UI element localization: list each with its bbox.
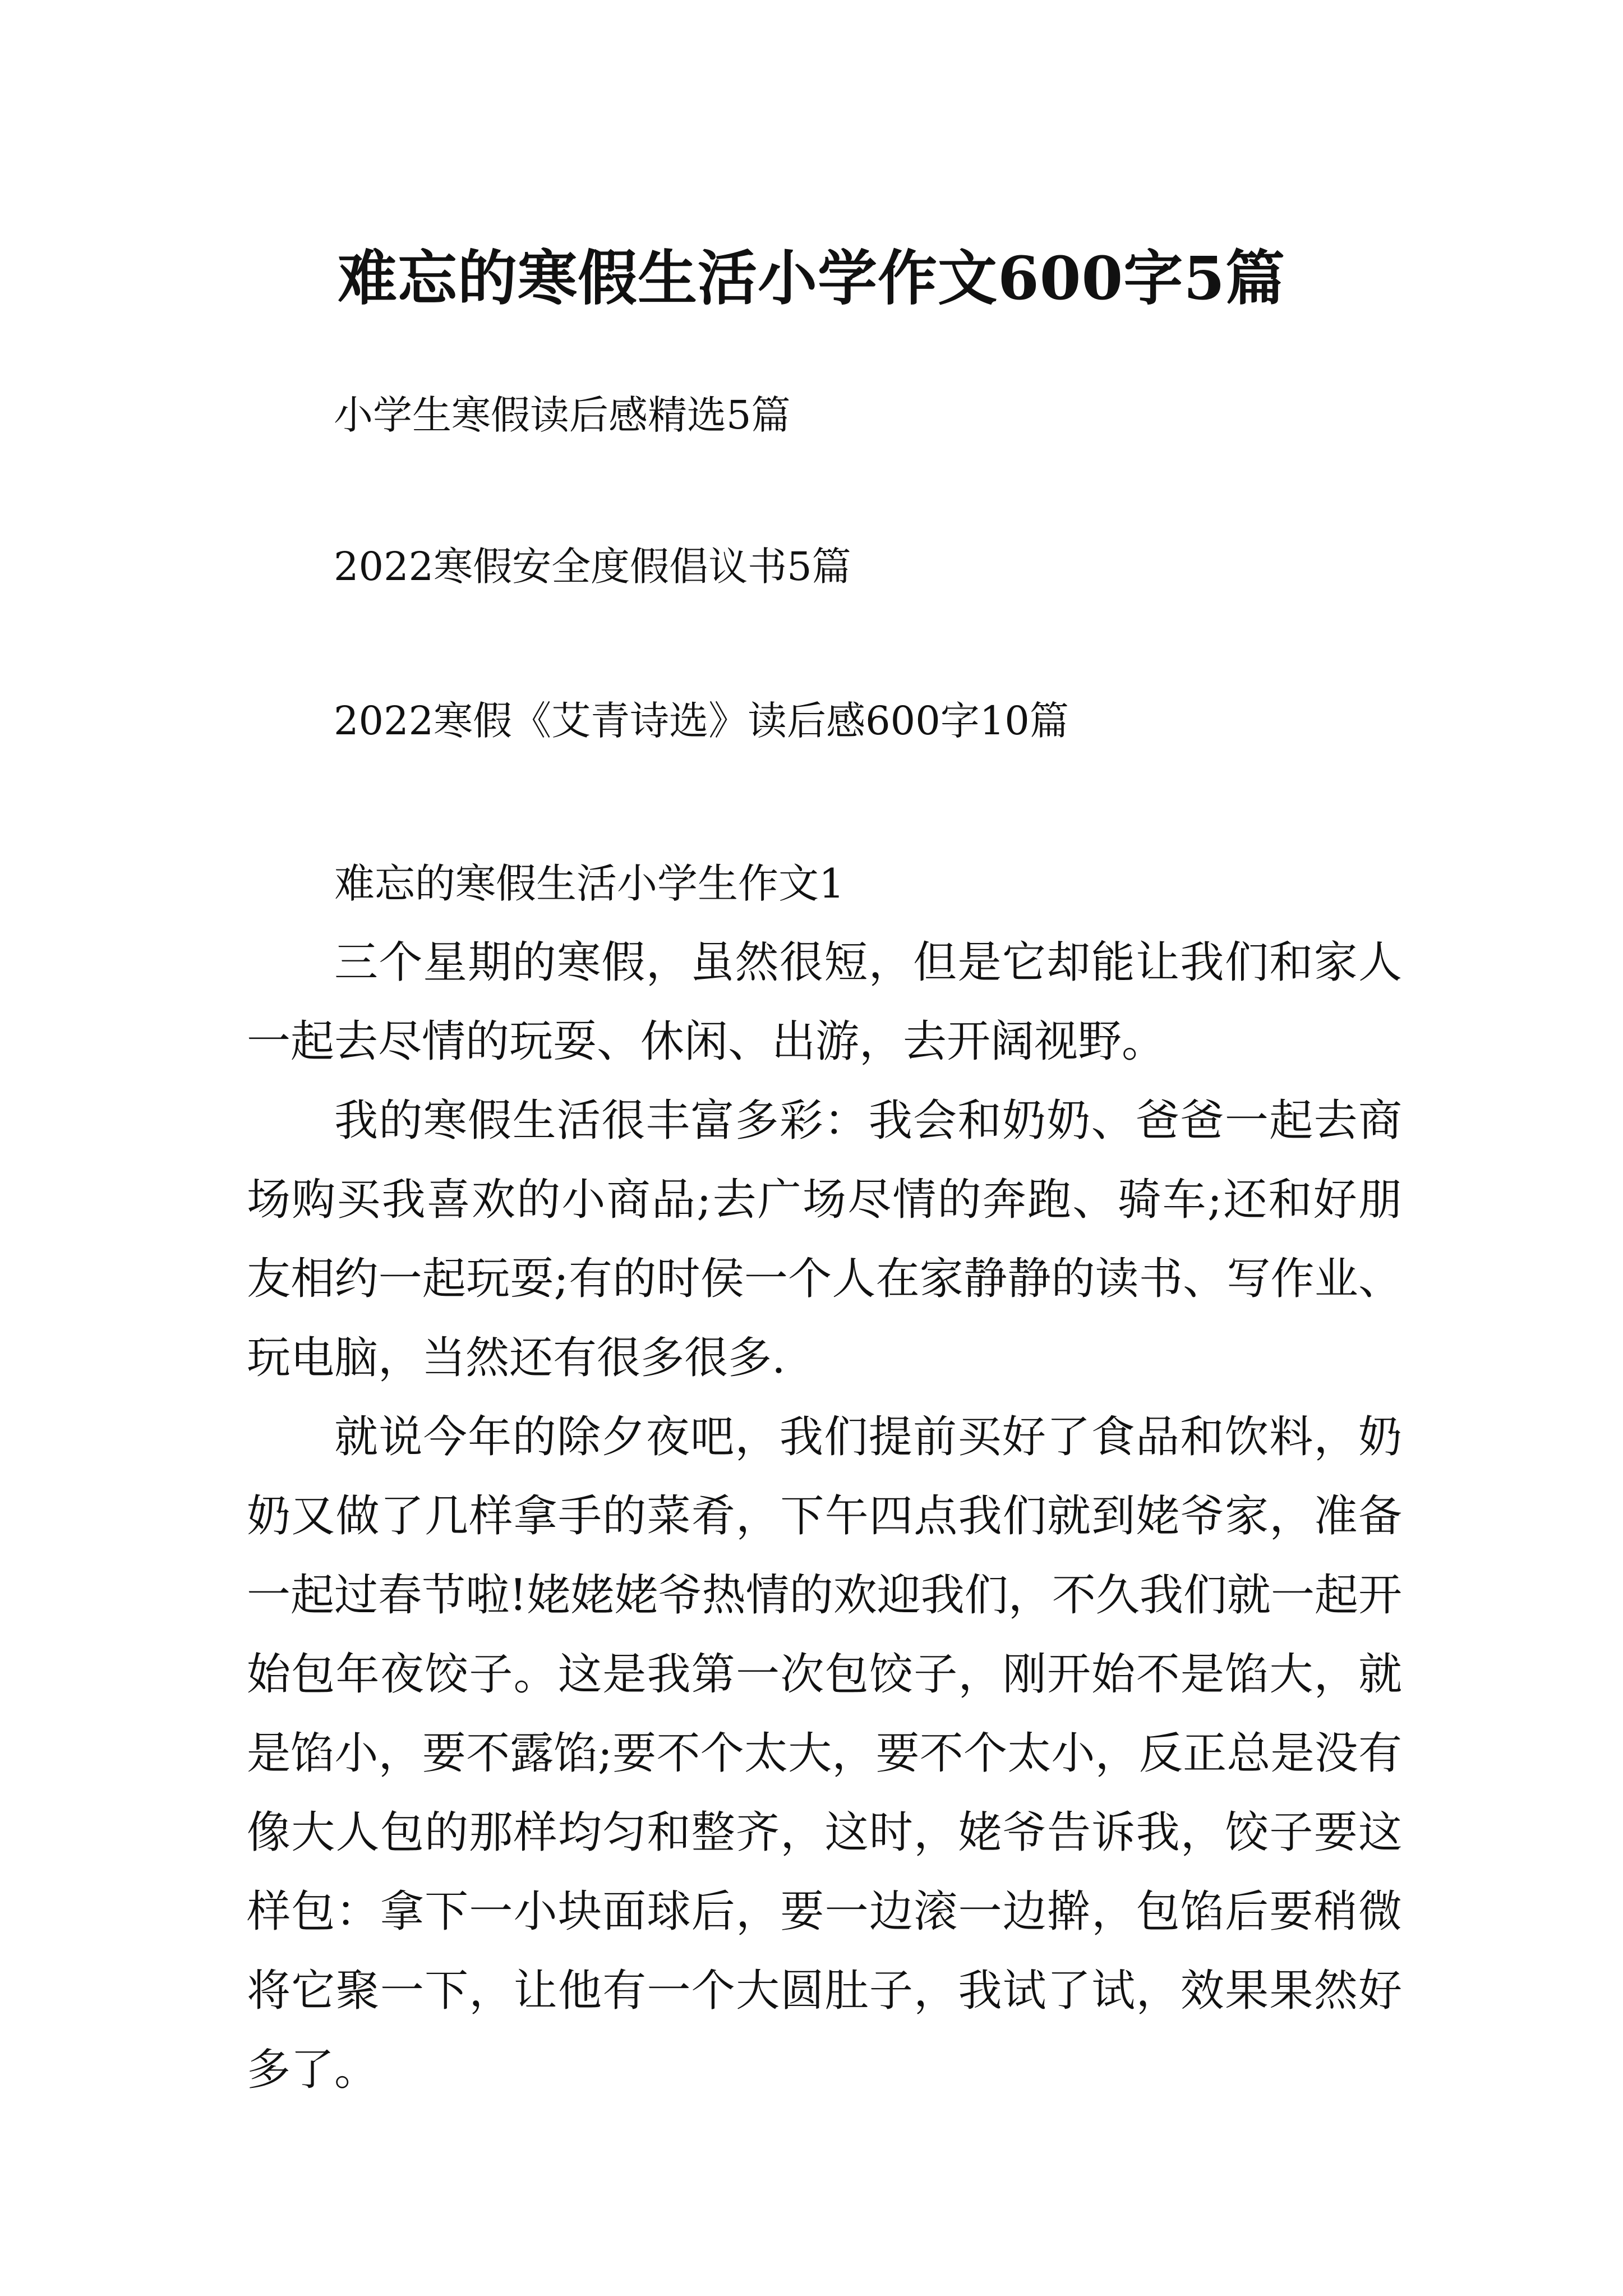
article-body [247, 844, 1402, 2110]
related-link-1[interactable]: 小学生寒假读后感精选5篇 [334, 392, 791, 438]
document-title: 难忘的寒假生活小学作文600字5篇 [337, 243, 1286, 314]
related-link-3[interactable]: 2022寒假《艾青诗选》读后感600字10篇 [334, 698, 1069, 744]
article-paragraph-1: 三个星期的寒假，虽然很短，但是它却能让我们和家人一起去尽情的玩耍、休闲、出游，去开阔视野。 [247, 937, 1402, 1067]
article-heading: 难忘的寒假生活小学生作文1 [334, 860, 845, 907]
article-paragraph-2: 我的寒假生活很丰富多彩：我会和奶奶、爸爸一起去商场购买我喜欢的小商品;去广场尽情的奔跑、骑车;还和好朋友相约一起玩耍;有的时侯一个人在家静静的读书、写作业、玩电脑，当然还有很多很多. [247, 1096, 1402, 1383]
article-paragraph-3: 就说今年的除夕夜吧，我们提前买好了食品和饮料，奶奶又做了几样拿手的菜肴，下午四点我们就到姥爷家，准备一起过春节啦!姥姥姥爷热情的欢迎我们，不久我们就一起开始包年夜饺子。这是我第一次包饺子，刚开始不是馅大，就是馅小，要不露馅;要不个太大，要不个太小，反正总是没有像大人包的那样均匀和整齐，这时，姥爷告诉我，饺子要这样包：拿下一小块面球后，要一边滚一边擀，包馅后要稍微将它聚一下，让他有一个大圆肚子，我试了试，效果果然好多了。 [247, 1412, 1402, 2095]
related-link-2[interactable]: 2022寒假安全度假倡议书5篇 [334, 544, 851, 590]
